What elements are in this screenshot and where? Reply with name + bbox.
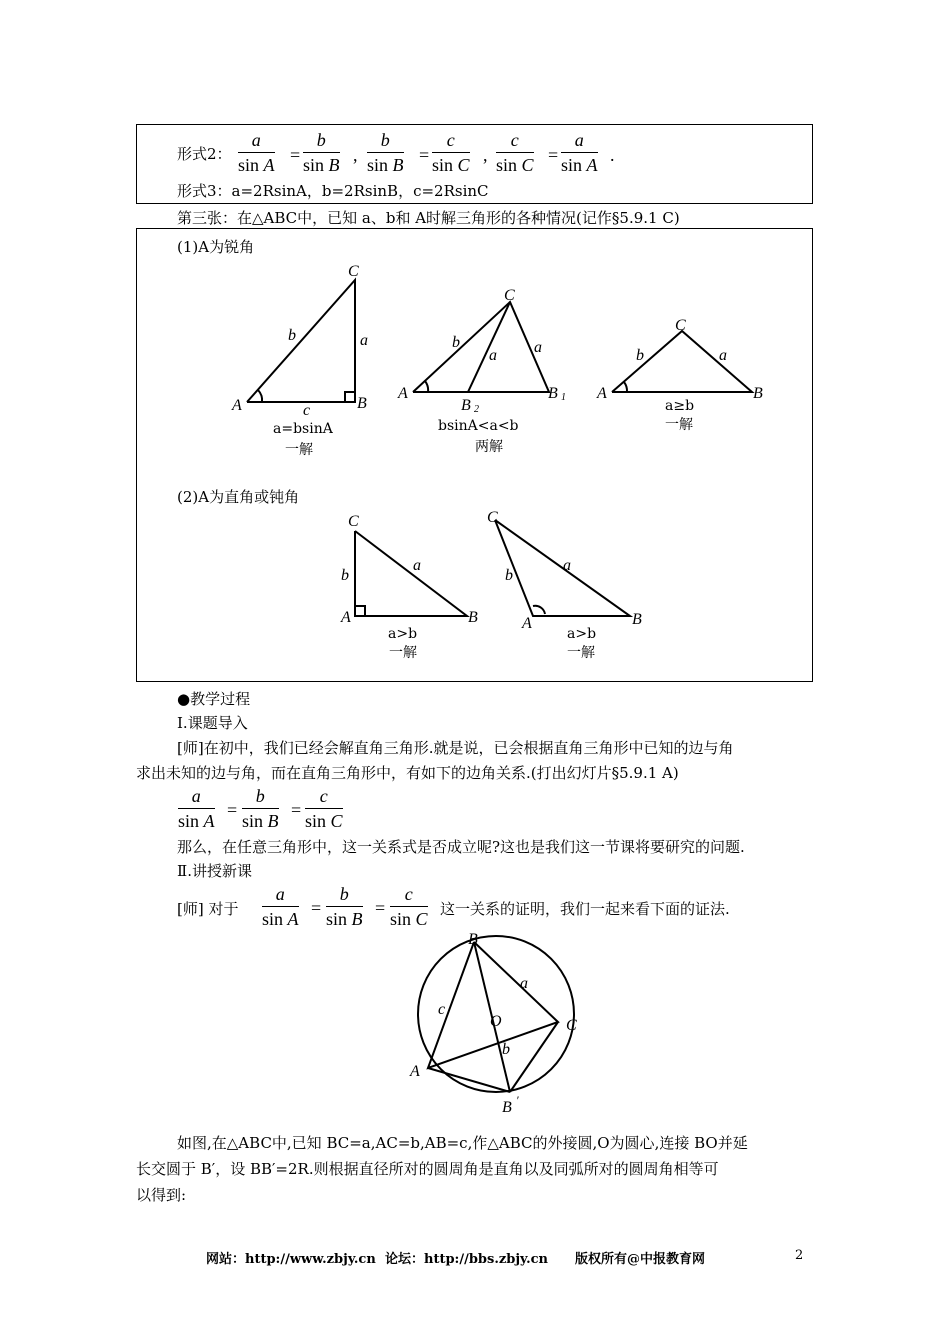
footer-site: 网站：http://www.zbjy.cn [206,1252,376,1267]
process-heading: ●教学过程 [177,690,251,708]
vertex-label: C [675,317,686,334]
paragraph: 如图,在△ABC中,已知 BC=a,AC=b,AB=c,作△ABC的外接圆,O为圆心,连接 BO并延 [177,1134,748,1152]
tri4-result: 一解 [389,645,417,661]
paragraph: [师] 对于 [177,900,239,918]
vertex-label: B [632,611,642,628]
svg-text:a: a [520,975,528,992]
fraction: $\frac{a}{\text{sin A}}$ [561,130,598,175]
form2-label: 形式2： [177,145,232,163]
side-label: a [534,339,542,356]
paragraph: 那么，在任意三角形中，这一关系式是否成立呢?这也是我们这一节课将要研究的问题. [177,838,745,856]
fraction: $\frac{c}{\text{sin C}}$ [305,786,343,831]
tri2-result: 两解 [475,439,503,455]
fraction: $\frac{c}{\text{sin C}}$ [432,130,470,175]
vertex-label: B [753,385,763,402]
vertex-label: C [348,263,359,280]
vertex-label: A [341,609,351,626]
paragraph: 长交圆于 B′，设 BB′=2R.则根据直径所对的圆周角是直角以及同弧所对的圆周角相等可 [136,1160,719,1178]
svg-text:c: c [438,1001,446,1018]
fraction: $\frac{b}{\text{sin B}}$ [303,130,340,175]
tri3-result: 一解 [665,417,693,433]
tri1-cond: a=bsinA [273,421,333,437]
form3-line: 形式3：a=2RsinA，b=2RsinB，c=2RsinC [177,182,489,200]
vertex-label: B [468,609,478,626]
paragraph: [师]在初中，我们已经会解直角三角形.就是说，已会根据直角三角形中已知的边与角 [177,739,734,757]
svg-text:1: 1 [561,392,566,403]
tri1-result: 一解 [285,442,313,458]
paragraph: 这一关系的证明，我们一起来看下面的证法. [440,900,730,918]
svg-text:C: C [566,1017,577,1034]
side-label: b [341,567,349,584]
svg-text:2: 2 [474,404,479,415]
paragraph: 以得到: [136,1186,187,1204]
svg-text:B: B [468,931,478,948]
vertex-label: C [504,287,515,304]
fraction: $\frac{c}{\text{sin C}}$ [496,130,534,175]
vertex-label: A [232,397,242,414]
footer-forum: 论坛：http://bbs.zbjy.cn [385,1252,549,1267]
side-label: b [505,567,513,584]
fraction: $\frac{c}{\text{sin C}}$ [390,884,428,929]
vertex-label: B [357,395,367,412]
tri5-cond: a>b [567,626,597,642]
vertex-label: A [597,385,607,402]
case2-label: (2)A为直角或钝角 [177,488,300,506]
fraction: $\frac{b}{\text{sin B}}$ [326,884,363,929]
svg-text:O: O [490,1013,502,1030]
fraction: $\frac{a}{\text{sin A}}$ [178,786,215,831]
tri4-cond: a>b [388,626,418,642]
section-heading: Ⅰ.课题导入 [177,714,248,732]
circumcircle-diagram [400,930,600,1120]
fraction: $\frac{a}{\text{sin A}}$ [262,884,299,929]
vertex-label: A [398,385,408,402]
side-label: a [489,347,497,364]
vertex-label: A [522,615,532,632]
side-label: a [563,557,571,574]
vertex-label: B [548,385,558,402]
page-number: 2 [795,1248,804,1263]
section-heading: Ⅱ.讲授新课 [177,862,252,880]
vertex-label: C [487,509,498,526]
tri5-result: 一解 [567,645,595,661]
fraction: $\frac{b}{\text{sin B}}$ [242,786,279,831]
svg-text:b: b [502,1041,510,1058]
slide3-title: 第三张：在△ABC中，已知 a、b和 A时解三角形的各种情况(记作§5.9.1 C) [177,209,680,227]
side-label: c [303,402,311,419]
vertex-label: B [461,397,471,414]
case1-label: (1)A为锐角 [177,238,255,256]
footer-copyright: 版权所有@中报教育网 [575,1252,706,1267]
svg-text:′: ′ [516,1093,519,1107]
vertex-label: C [348,513,359,530]
side-label: b [452,334,460,351]
side-label: b [288,327,296,344]
svg-text:A: A [410,1063,420,1080]
fraction: $\frac{a}{\text{sin A}}$ [238,130,275,175]
side-label: a [413,557,421,574]
side-label: b [636,347,644,364]
paragraph: 求出未知的边与角，而在直角三角形中，有如下的边角关系.(打出幻灯片§5.9.1 A) [136,764,679,782]
svg-text:B: B [502,1099,512,1116]
tri2-cond: bsinA<a<b [438,418,519,434]
tri3-cond: a≥b [665,398,695,414]
side-label: a [719,347,727,364]
fraction: $\frac{b}{\text{sin B}}$ [367,130,404,175]
side-label: a [360,332,368,349]
